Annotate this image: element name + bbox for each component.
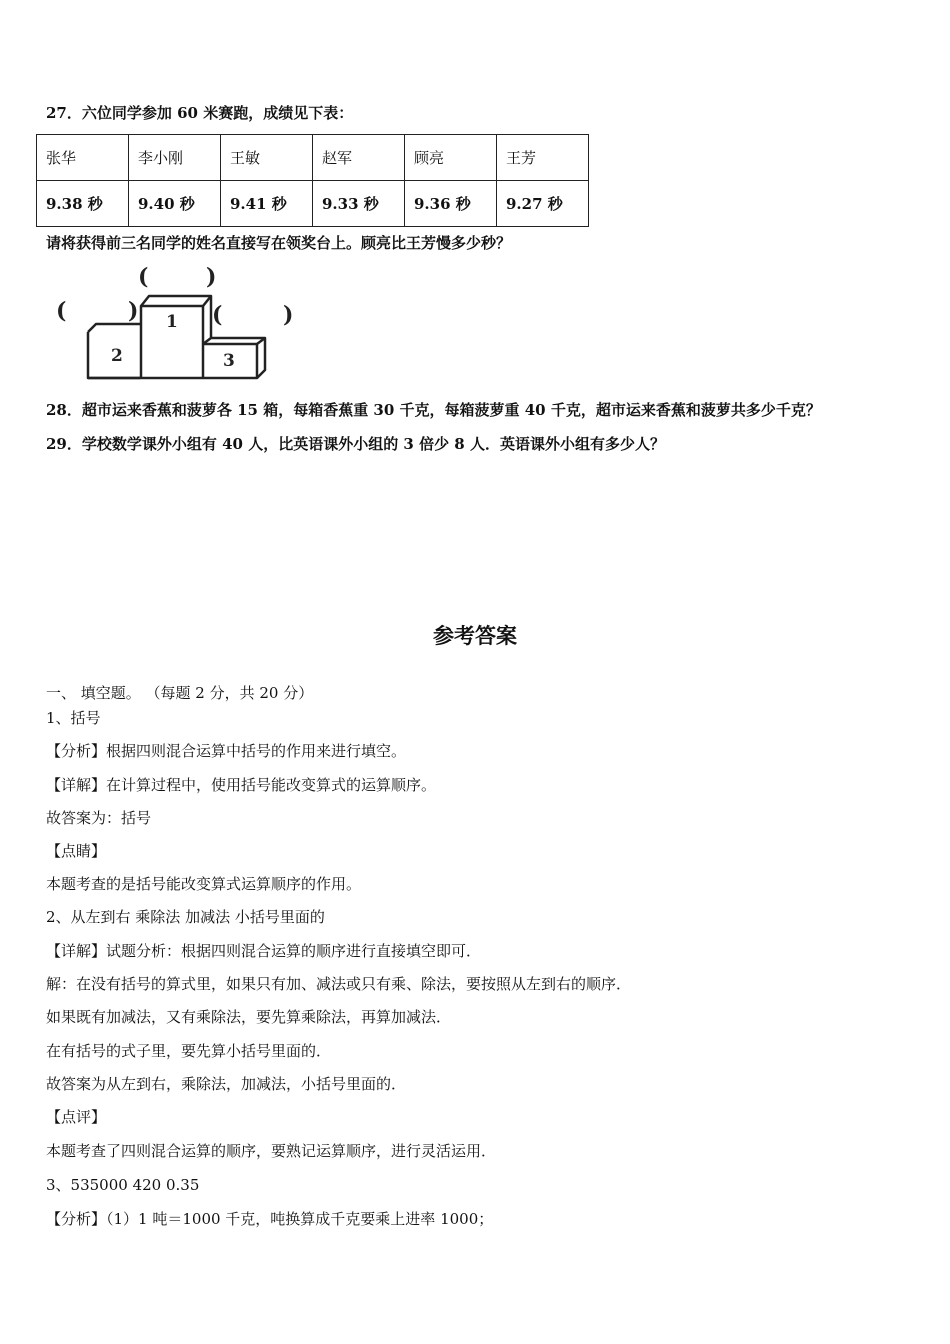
table-cell: 9.40 秒: [129, 181, 221, 227]
table-cell: 张华: [37, 135, 129, 181]
podium-label-2: 2: [111, 346, 123, 366]
answer-line: 【分析】（1）1 吨＝1000 千克，吨换算成千克要乘上进率 1000；: [46, 1210, 494, 1228]
table-cell: 9.36 秒: [405, 181, 497, 227]
answer-paren-open: (: [138, 264, 149, 290]
answer-line: 【详解】在计算过程中，使用括号能改变算式的运算顺序。: [46, 776, 437, 794]
table-cell: 9.38 秒: [37, 181, 129, 227]
table-cell: 王敏: [221, 135, 313, 181]
answers-title: 参考答案: [433, 623, 517, 648]
answer-paren-open: (: [212, 302, 223, 328]
table-cell: 赵军: [313, 135, 405, 181]
answer-line: 【分析】根据四则混合运算中括号的作用来进行填空。: [46, 742, 407, 760]
answer-line: 【详解】试题分析：根据四则混合运算的顺序进行直接填空即可．: [46, 942, 482, 960]
q27-prompt: 27．六位同学参加 60 米赛跑，成绩见下表：: [46, 104, 354, 122]
answer-line: 本题考查的是括号能改变算式运算顺序的作用。: [46, 875, 362, 893]
podium-label-1: 1: [166, 312, 178, 332]
podium-diagram: [50, 262, 310, 386]
answer-line: 故答案为：括号: [46, 809, 152, 827]
answer-paren-close: ): [128, 298, 139, 324]
table-cell: 9.41 秒: [221, 181, 313, 227]
answer-line: 【点评】: [46, 1108, 107, 1126]
answer-line: 本题考查了四则混合运算的顺序，要熟记运算顺序，进行灵活运用．: [46, 1142, 497, 1160]
answer-line: 【点睛】: [46, 842, 107, 860]
table-cell: 9.33 秒: [313, 181, 405, 227]
answers-section-heading: 一、 填空题。 （每题 2 分，共 20 分）: [46, 684, 314, 702]
answer-line: 在有括号的式子里，要先算小括号里面的．: [46, 1042, 332, 1060]
q27-instruction: 请将获得前三名同学的姓名直接写在领奖台上。顾亮比王芳慢多少秒？: [46, 234, 512, 252]
table-cell: 9.27 秒: [497, 181, 589, 227]
table-row-names: [37, 135, 589, 181]
q28-text: 28．超市运来香蕉和菠萝各 15 箱，每箱香蕉重 30 千克，每箱菠萝重 40 千克，超市运来香蕉和菠萝共多少千克？: [46, 401, 821, 419]
answer-line: 2、从左到右 乘除法 加减法 小括号里面的: [46, 908, 325, 926]
score-table: [36, 134, 589, 227]
table-row-times: [37, 181, 589, 227]
answer-paren-open: (: [56, 298, 67, 324]
answer-paren-close: ): [283, 302, 294, 328]
answer-line: 3、535000 420 0.35: [46, 1176, 200, 1194]
answer-line: 如果既有加减法，又有乘除法，要先算乘除法，再算加减法．: [46, 1008, 452, 1026]
q29-text: 29．学校数学课外小组有 40 人，比英语课外小组的 3 倍少 8 人．英语课外小组有多少人？: [46, 435, 665, 453]
table-cell: 王芳: [497, 135, 589, 181]
answer-line: 1、括号: [46, 709, 101, 727]
table-cell: 顾亮: [405, 135, 497, 181]
table-cell: 李小刚: [129, 135, 221, 181]
answer-line: 故答案为从左到右，乘除法，加减法，小括号里面的．: [46, 1075, 407, 1093]
answer-line: 解：在没有括号的算式里，如果只有加、减法或只有乘、除法，要按照从左到右的顺序．: [46, 975, 632, 993]
podium-label-3: 3: [223, 351, 235, 371]
answer-paren-close: ): [206, 264, 217, 290]
